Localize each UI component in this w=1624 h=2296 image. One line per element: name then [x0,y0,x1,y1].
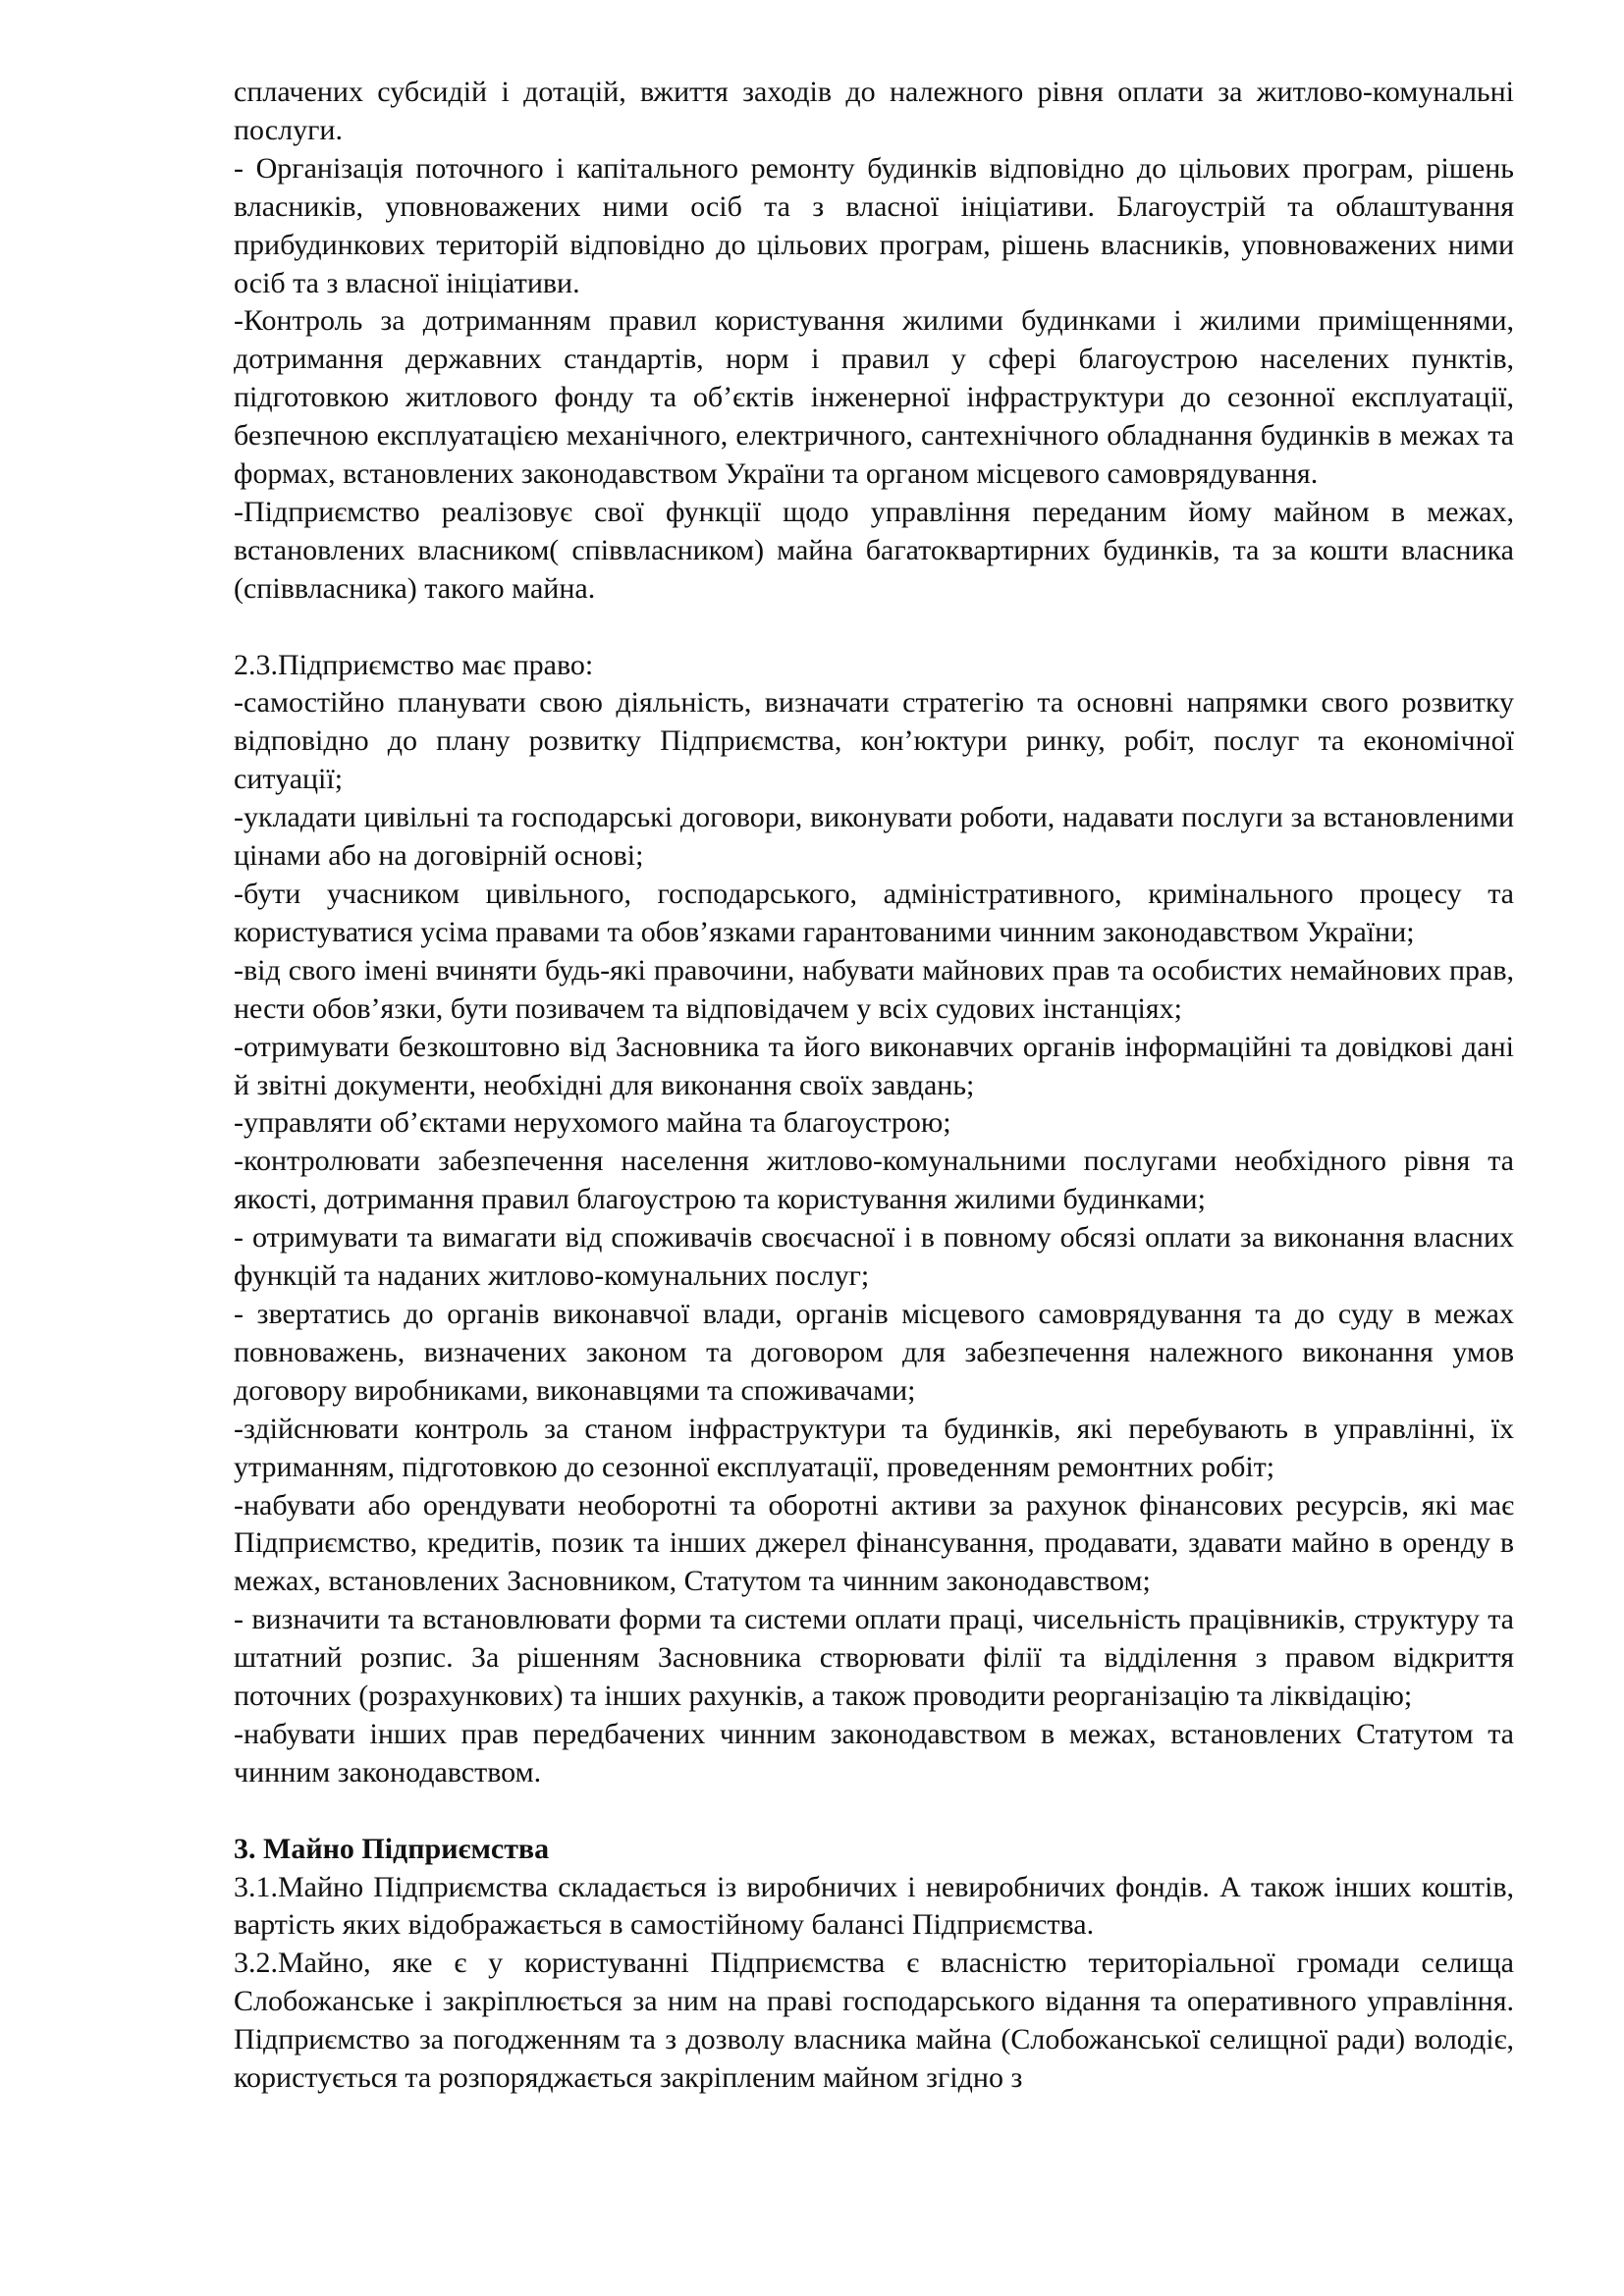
right-item: -контролювати забезпечення населення житлово-комунальними послугами необхідного рівня та якості, дотримання правил благоустрою та користування жилими будинками; [234,1145,1514,1216]
paragraph-control: -Контроль за дотриманням правил користування жилими будинками і жилими приміщеннями, дотримання державних стандартів, норм і правил у сфері благоустрою населених пунктів, підготовкою житлового фонду та об’єктів інженерної інфраструктури до сезонної експлуатації, безпечною експлуатацією механічного, електричного, сантехнічного обладнання будинків в межах та формах, встановлених законодавством України та органом місцевого самоврядування. [234,304,1514,491]
paragraph-subsidies: сплачених субсидій і дотацій, вжиття заходів до належного рівня оплати за житлово-комунальні послуги. [234,76,1514,146]
right-item: -від свого імені вчиняти будь-які правочини, набувати майнових прав та особистих немайнових прав, нести обов’язки, бути позивачем та відповідачем у всіх судових інстанціях; [234,953,1514,1025]
paragraph-gap [234,1792,1514,1831]
right-item: -отримувати безкоштовно від Засновника та його виконавчих органів інформаційні та довідкові дані й звітні документи, необхідні для виконання своїх завдань; [234,1030,1514,1101]
right-item: -набувати інших прав передбачених чинним законодавством в межах, встановлених Статутом та чинним законодавством. [234,1717,1514,1789]
section-2-3-title: 2.3.Підприємство має право: [234,648,594,681]
section-3-heading: 3. Майно Підприємства [234,1832,550,1865]
right-item: -управляти об’єктами нерухомого майна та благоустрою; [234,1106,951,1140]
paragraph-gap [234,609,1514,647]
right-item: - звертатись до органів виконавчої влади, органів місцевого самоврядування та до суду в межах повноважень, визначених законом та договором для забезпечення належного виконання умов договору виробниками, виконавцями та споживачами; [234,1297,1514,1407]
right-item: -здійснювати контроль за станом інфраструктури та будинків, які перебувають в управлінні, їх утриманням, підготовкою до сезонної експлуатації, проведенням ремонтних робіт; [234,1412,1514,1483]
right-item: - визначити та встановлювати форми та системи оплати праці, чисельність працівників, структуру та штатний розпис. За рішенням Засновника створювати філії та відділення з правом відкриття поточних (розрахункових) та інших рахунків, а також проводити реорганізацію та ліквідацію; [234,1603,1514,1713]
right-item: -бути учасником цивільного, господарського, адміністративного, кримінального процесу та користуватися усіма правами та обов’язками гарантованими чинним законодавством України; [234,878,1514,948]
paragraph-property-management: -Підприємство реалізовує свої функції щодо управління переданим йому майном в межах, встановлених власником( співвласником) майна багатоквартирних будинків, та за кошти власника (співвласника) такого майна. [234,495,1514,605]
right-item: -набувати або орендувати необоротні та оборотні активи за рахунок фінансових ресурсів, які має Підприємство, кредитів, позик та інших джерел фінансування, продавати, здавати майно в оренду в межах, встановлених Засновником, Статутом та чинним законодавством; [234,1488,1514,1598]
section-3-item: 3.2.Майно, яке є у користуванні Підприємства є власністю територіальної громади селища Слобожанське і закріплюється за ним на праві господарського відання та оперативного управління. Підприємство за погодженням та з дозволу власника майна (Слобожанської селищної ради) володіє, користується та розпоряджається закріпленим майном згідно з [234,1947,1514,2095]
right-item: -самостійно планувати свою діяльність, визначати стратегію та основні напрямки свого розвитку відповідно до плану розвитку Підприємства, кон’юктури ринку, робіт, послуг та економічної ситуації; [234,686,1514,796]
right-item: - отримувати та вимагати від споживачів своєчасної і в повному обсязі оплати за виконання власних функцій та наданих житлово-комунальних послуг; [234,1221,1514,1293]
section-3-item: 3.1.Майно Підприємства складається із виробничих і невиробничих фондів. А також інших коштів, вартість яких відображається в самостійному балансі Підприємства. [234,1870,1514,1942]
document-page [234,74,1514,2098]
right-item: -укладати цивільні та господарські договори, виконувати роботи, надавати послуги за встановленими цінами або на договірній основі; [234,801,1514,873]
paragraph-repair: - Організація поточного і капітального ремонту будинків відповідно до цільових програм, рішень власників, уповноважених ними осіб та з власної ініціативи. Благоустрій та облаштування прибудинкових територій відповідно до цільових програм, рішень власників, уповноважених ними осіб та з власної ініціативи. [234,151,1514,299]
